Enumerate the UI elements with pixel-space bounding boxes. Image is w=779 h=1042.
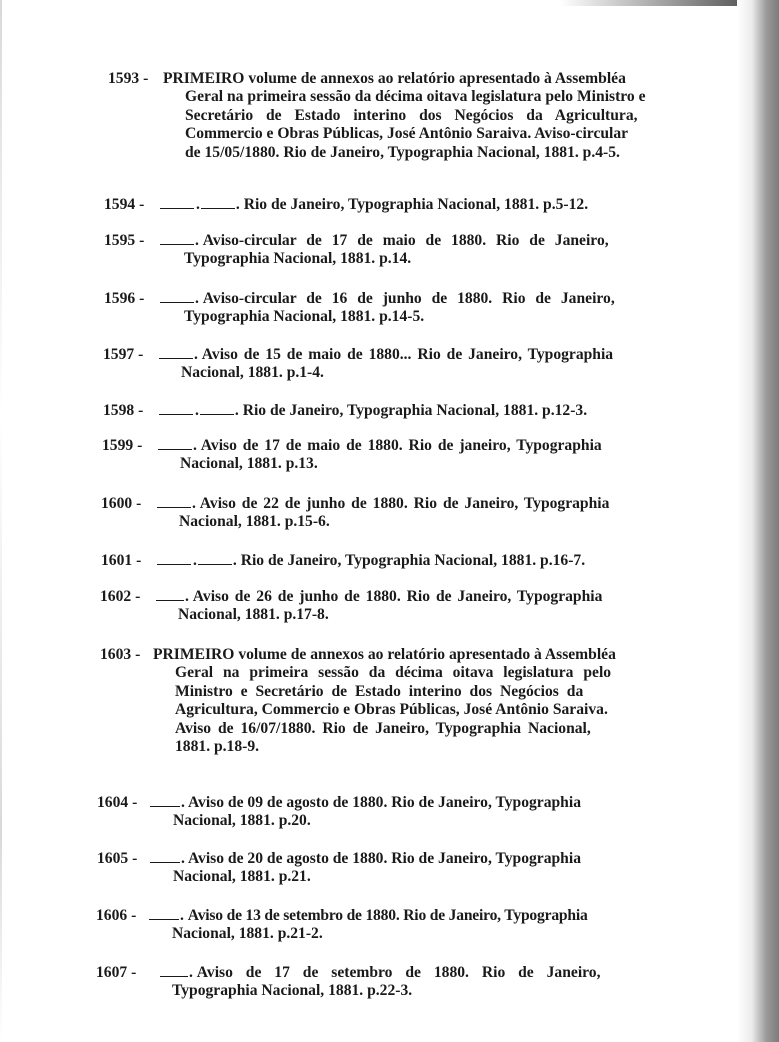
entry-line: Nacional, 1881. p.20. xyxy=(173,812,311,830)
entry-1601: 1601 - . . Rio de Janeiro, Typographia Nacional, 1881. p.16-7. xyxy=(101,552,586,569)
entry-number: 1599 - xyxy=(102,437,143,454)
entry-line: Aviso de 15 de maio de 1880... Rio de Janeiro, Typographia xyxy=(201,346,614,363)
entry-line: Aviso de 26 de junho de 1880. Rio de Janeiro, Typographia xyxy=(192,588,603,605)
repeat-author-blank xyxy=(158,438,192,450)
entry-number: 1602 - xyxy=(100,588,141,605)
repeat-author-blank xyxy=(157,496,191,508)
entry-number: 1607 - xyxy=(96,964,137,981)
entry-number: 1601 - xyxy=(101,552,142,569)
repeat-author-blank xyxy=(159,347,193,359)
repeat-title-blank xyxy=(201,197,235,209)
repeat-author-blank xyxy=(160,197,194,209)
entry-1595: 1595 - . Aviso-circular de 17 de maio de 1880. Rio de Janeiro, Typographia Nacional, 1881. p.14. xyxy=(104,232,652,269)
entry-1606: 1606 - . Aviso de 13 de setembro de 1880. Rio de Janeiro, Typographia Nacional, 1881. p.21-2. xyxy=(96,907,644,944)
entry-line: Secretário de Estado interino dos Negócios da Agricultura, xyxy=(185,106,638,124)
repeat-title-blank xyxy=(198,553,232,565)
entry-number: 1595 - xyxy=(104,232,145,249)
entry-text: Rio de Janeiro, Typographia Nacional, 1881. p.16-7. xyxy=(240,552,586,569)
repeat-author-blank xyxy=(157,553,191,565)
entry-line: Aviso de 17 de setembro de 1880. Rio de Janeiro, xyxy=(196,964,601,981)
repeat-author-blank xyxy=(160,291,194,303)
entry-line: Geral na primeira sessão da décima oitava legislatura pelo xyxy=(175,664,612,682)
entry-1607: 1607 - . Aviso de 17 de setembro de 1880. Rio de Janeiro, Typographia Nacional, 1881. p.22-3. xyxy=(96,964,644,1001)
entry-line: Nacional, 1881. p.1-4. xyxy=(181,364,324,382)
entry-1600: 1600 - . Aviso de 22 de junho de 1880. Rio de Janeiro, Typographia Nacional, 1881. p.15-6. xyxy=(101,495,649,532)
entry-number: 1596 - xyxy=(104,290,145,307)
entry-line: Aviso de 09 de agosto de 1880. Rio de Janeiro, Typographia xyxy=(187,794,581,811)
repeat-author-blank xyxy=(156,589,184,601)
entry-line: Aviso de 16/07/1880. Rio de Janeiro, Typographia Nacional, xyxy=(175,719,591,737)
repeat-author-blank xyxy=(149,908,179,920)
entry-line: Geral na primeira sessão da décima oitava legislatura pelo Ministro e xyxy=(185,88,646,106)
entry-text: Rio de Janeiro, Typographia Nacional, 1881. p.12-3. xyxy=(242,402,588,419)
entry-line: Nacional, 1881. p.13. xyxy=(180,455,318,473)
entry-number: 1598 - xyxy=(103,402,144,419)
entry-1593 xyxy=(108,70,656,162)
entry-number: 1600 - xyxy=(101,495,142,512)
entry-1605: 1605 - . Aviso de 20 de agosto de 1880. Rio de Janeiro, Typographia Nacional, 1881. p.21. xyxy=(97,850,645,887)
entry-line: Aviso-circular de 17 de maio de 1880. Rio de Janeiro, xyxy=(202,232,609,249)
repeat-author-blank xyxy=(160,233,194,245)
entry-line: Aviso-circular de 16 de junho de 1880. Rio de Janeiro, xyxy=(202,290,615,307)
repeat-author-blank xyxy=(159,403,193,415)
entry-line: Ministro e Secretário de Estado interino dos Negócios da xyxy=(175,682,584,700)
entry-number: 1605 - xyxy=(97,850,138,867)
entry-line: Aviso de 22 de junho de 1880. Rio de Janeiro, Typographia xyxy=(199,495,610,512)
entry-number: 1606 - xyxy=(96,907,137,924)
entry-line: Nacional, 1881. p.15-6. xyxy=(179,513,330,531)
entry-line: de 15/05/1880. Rio de Janeiro, Typographia Nacional, 1881. p.4-5. xyxy=(185,143,620,161)
entry-line: Nacional, 1881. p.21-2. xyxy=(172,925,323,943)
entry-text: Rio de Janeiro, Typographia Nacional, 1881. p.5-12. xyxy=(243,196,589,213)
entry-number: 1597 - xyxy=(103,346,144,363)
entry-1596: 1596 - . Aviso-circular de 16 de junho de 1880. Rio de Janeiro, Typographia Nacional, 1881. p.14-5. xyxy=(104,290,652,327)
entry-line: Typographia Nacional, 1881. p.22-3. xyxy=(172,982,413,1000)
entry-1594: 1594 - . . Rio de Janeiro, Typographia Nacional, 1881. p.5-12. xyxy=(104,196,589,213)
entry-line: Nacional, 1881. p.17-8. xyxy=(178,606,329,624)
entry-number: 1594 - xyxy=(104,196,145,213)
entry-line: Agricultura, Commercio e Obras Públicas, José Antônio Saraiva. xyxy=(175,701,608,719)
entry-line: Aviso de 17 de maio de 1880. Rio de janeiro, Typographia xyxy=(200,437,602,454)
entry-1599: 1599 - . Aviso de 17 de maio de 1880. Rio de janeiro, Typographia Nacional, 1881. p.13. xyxy=(102,437,650,474)
entry-number: 1604 - xyxy=(97,794,138,811)
entry-line: PRIMEIRO volume de annexos ao relatório apresentado à Assembléa xyxy=(163,70,626,87)
entry-line: Aviso de 20 de agosto de 1880. Rio de Janeiro, Typographia xyxy=(187,850,581,867)
entry-1603 xyxy=(100,646,648,756)
entry-line: Aviso de 13 de setembro de 1880. Rio de Janeiro, Typographia xyxy=(187,907,588,924)
entry-1602: 1602 - . Aviso de 26 de junho de 1880. Rio de Janeiro, Typographia Nacional, 1881. p.17-8. xyxy=(100,588,648,625)
entry-line: PRIMEIRO volume de annexos ao relatório apresentado à Assembléa xyxy=(153,646,616,663)
repeat-author-blank xyxy=(150,795,180,807)
entry-number: 1593 - xyxy=(108,70,149,87)
entry-line: Commercio e Obras Públicas, José Antônio Saraiva. Aviso-circular xyxy=(185,125,629,143)
repeat-author-blank xyxy=(150,851,180,863)
repeat-author-blank xyxy=(160,965,188,977)
entry-line: 1881. p.18-9. xyxy=(175,738,260,756)
entry-1598: 1598 - . . Rio de Janeiro, Typographia Nacional, 1881. p.12-3. xyxy=(103,402,588,419)
entry-line: Typographia Nacional, 1881. p.14. xyxy=(184,250,412,268)
repeat-title-blank xyxy=(200,403,234,415)
entry-line: Nacional, 1881. p.21. xyxy=(173,868,311,886)
entry-1604: 1604 - . Aviso de 09 de agosto de 1880. Rio de Janeiro, Typographia Nacional, 1881. p.20. xyxy=(97,794,645,831)
entry-line: Typographia Nacional, 1881. p.14-5. xyxy=(184,308,425,326)
entry-number: 1603 - xyxy=(100,646,141,663)
entry-1597: 1597 - . Aviso de 15 de maio de 1880... Rio de Janeiro, Typographia Nacional, 1881. p.1-4. xyxy=(103,346,651,383)
